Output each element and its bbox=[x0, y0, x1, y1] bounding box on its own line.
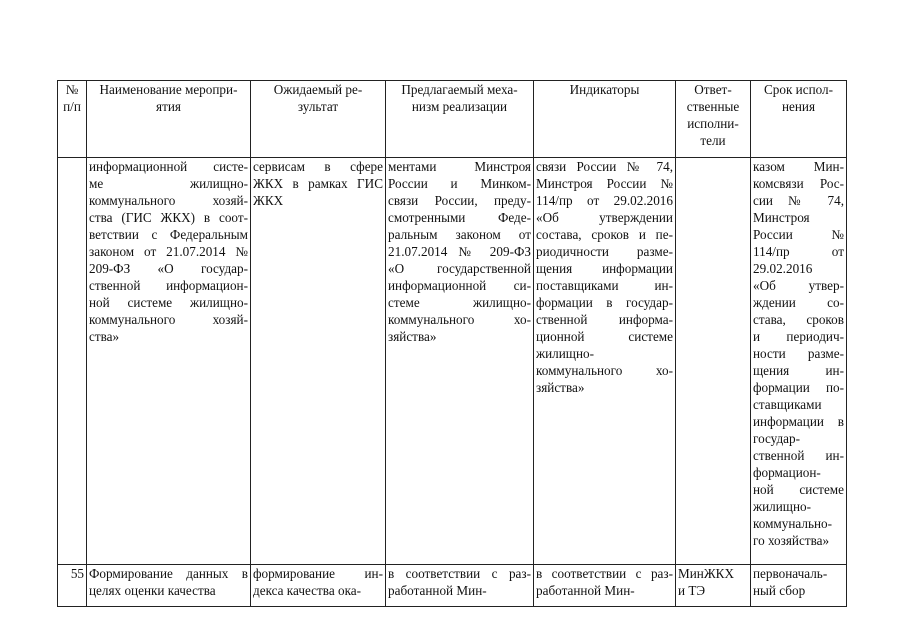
cell-text-line: казом Мин- bbox=[753, 159, 844, 174]
header-cell-mechanism bbox=[386, 81, 534, 158]
cell-text-line: информационной си- bbox=[388, 278, 531, 293]
cell-text-line: состава, сроков и пе- bbox=[536, 227, 673, 242]
mechanism-cell bbox=[386, 565, 534, 607]
header-text-line: ственные bbox=[686, 99, 740, 114]
header-text-line: Срок испол- bbox=[763, 82, 834, 97]
header-text-line: Индикаторы bbox=[569, 82, 640, 97]
cell-text-line: ЖКХ в рамках ГИС bbox=[253, 176, 383, 191]
header-cell-number bbox=[58, 81, 87, 158]
header-text-line: Наименование меропри- bbox=[99, 82, 238, 97]
indicators-cell bbox=[534, 158, 676, 565]
header-cell-deadline bbox=[751, 81, 847, 158]
cell-text-line: работанной Мин- bbox=[536, 583, 635, 598]
header-text-line: зультат bbox=[297, 99, 339, 114]
header-cell-responsible bbox=[676, 81, 751, 158]
cell-text-line: Минстроя России № bbox=[536, 176, 673, 191]
cell-text-line: информации в bbox=[753, 414, 844, 429]
header-text-line: низм реализации bbox=[411, 99, 508, 114]
header-text-line: исполни- bbox=[687, 116, 739, 131]
cell-text-line: и ТЭ bbox=[678, 583, 706, 598]
cell-text-line: ственной информацион- bbox=[89, 278, 248, 293]
header-text-line: тели bbox=[700, 133, 726, 148]
header-text-line: п/п bbox=[63, 99, 81, 114]
cell-text-line: в соответствии с раз- bbox=[536, 566, 673, 581]
table-row bbox=[58, 158, 847, 565]
indicators-cell bbox=[534, 565, 676, 607]
responsible-cell bbox=[676, 565, 751, 607]
cell-text-line: коммунального хо- bbox=[388, 312, 531, 327]
cell-text-line: и периодич- bbox=[753, 329, 844, 344]
cell-text-line: щения ин- bbox=[753, 363, 844, 378]
cell-text-line: ной системе bbox=[753, 482, 844, 497]
cell-text-line: зяйства» bbox=[388, 329, 437, 344]
cell-text-line: коммунального хо- bbox=[536, 363, 673, 378]
expected-result-cell bbox=[251, 158, 386, 565]
header-text-line: Ответ- bbox=[694, 82, 732, 97]
cell-text-line: в соответствии с раз- bbox=[388, 566, 531, 581]
cell-text-line: стеме жилищно- bbox=[388, 295, 531, 310]
cell-text-line: формирование ин- bbox=[253, 566, 383, 581]
deadline-cell bbox=[751, 158, 847, 565]
cell-text-line: связи России № 74, bbox=[536, 159, 673, 174]
cell-text-line: формацион- bbox=[753, 465, 821, 480]
row-number-cell bbox=[58, 158, 87, 565]
cell-text-line: ства» bbox=[89, 329, 120, 344]
measure-name-cell bbox=[87, 158, 251, 565]
cell-text-line: ждении со- bbox=[753, 295, 844, 310]
deadline-cell bbox=[751, 565, 847, 607]
cell-text-line: работанной Мин- bbox=[388, 583, 487, 598]
cell-text-line: коммунально- bbox=[753, 516, 833, 531]
cell-text-line: Минстроя bbox=[753, 210, 810, 225]
cell-text-line: 21.07.2014 № 209-ФЗ bbox=[388, 244, 531, 259]
cell-text-line: ный сбор bbox=[753, 583, 806, 598]
mechanism-cell bbox=[386, 158, 534, 565]
cell-text-line: ме жилищно- bbox=[89, 176, 248, 191]
table-header-row bbox=[58, 81, 847, 158]
cell-text-line: ставщиками bbox=[753, 397, 822, 412]
header-cell-result bbox=[251, 81, 386, 158]
cell-text-line: государ- bbox=[753, 431, 800, 446]
cell-text-line: целях оценки качества bbox=[89, 583, 216, 598]
cell-text-line: «Об утвер- bbox=[753, 278, 844, 293]
cell-text-line: ности разме- bbox=[753, 346, 844, 361]
header-text-line: Ожидаемый ре- bbox=[273, 82, 363, 97]
cell-text-line: поставщиками ин- bbox=[536, 278, 673, 293]
cell-text-line: Формирование данных в bbox=[89, 566, 248, 581]
cell-text-line: коммунального хозяй- bbox=[89, 193, 248, 208]
expected-result-cell bbox=[251, 565, 386, 607]
cell-text-line: России № bbox=[753, 227, 844, 242]
cell-text-line: законом от 21.07.2014 № bbox=[89, 244, 248, 259]
cell-text-line: жилищно- bbox=[753, 499, 812, 514]
cell-text-line: сии № 74, bbox=[753, 193, 844, 208]
cell-text-line: ционной системе bbox=[536, 329, 673, 344]
cell-text-line: декса качества ока- bbox=[253, 583, 362, 598]
cell-text-line: 29.02.2016 bbox=[753, 261, 813, 276]
cell-text-line: первоначаль- bbox=[753, 566, 828, 581]
measure-name-cell bbox=[87, 565, 251, 607]
cell-text-line: ственной ин- bbox=[753, 448, 844, 463]
cell-text-line: риодичности разме- bbox=[536, 244, 673, 259]
cell-text-line: го хозяйства» bbox=[753, 533, 830, 548]
cell-text-line: МинЖКХ bbox=[678, 566, 734, 581]
cell-text-line: сервисам в сфере bbox=[253, 159, 383, 174]
cell-text-line: формации по- bbox=[753, 380, 844, 395]
cell-text-line: 114/пр от bbox=[753, 244, 844, 259]
cell-text-line: комсвязи Рос- bbox=[753, 176, 844, 191]
cell-text-line: ральным законом от bbox=[388, 227, 531, 242]
cell-text-line: формации в государ- bbox=[536, 295, 673, 310]
cell-text-line: става, сроков bbox=[753, 312, 844, 327]
cell-text-line: ственной информа- bbox=[536, 312, 673, 327]
cell-text-line: 209-ФЗ «О государ- bbox=[89, 261, 248, 276]
header-cell-name bbox=[87, 81, 251, 158]
measures-table bbox=[57, 80, 847, 607]
cell-text-line: смотренными Феде- bbox=[388, 210, 531, 225]
cell-text-line: ментами Минстроя bbox=[388, 159, 531, 174]
cell-text-line: щения информации bbox=[536, 261, 673, 276]
header-cell-indicators bbox=[534, 81, 676, 158]
cell-text-line: «О государственной bbox=[388, 261, 531, 276]
cell-text-line: зяйства» bbox=[536, 380, 585, 395]
table-row bbox=[58, 565, 847, 607]
cell-text-line: жилищно- bbox=[536, 346, 595, 361]
cell-text-line: «Об утверждении bbox=[536, 210, 673, 225]
cell-text-line: ветствии с Федеральным bbox=[89, 227, 248, 242]
cell-text-line: коммунального хозяй- bbox=[89, 312, 248, 327]
cell-text-line: России и Минком- bbox=[388, 176, 531, 191]
row-number-cell: 55 bbox=[58, 565, 87, 607]
header-text-line: Предлагаемый меха- bbox=[401, 82, 518, 97]
cell-text-line: ной системе жилищно- bbox=[89, 295, 248, 310]
header-text-line: ятия bbox=[156, 99, 181, 114]
cell-text-line: информационной систе- bbox=[89, 159, 248, 174]
cell-text-line: 114/пр от 29.02.2016 bbox=[536, 193, 673, 208]
cell-text-line: ства (ГИС ЖКХ) в соот- bbox=[89, 210, 248, 225]
cell-text-line: связи России, преду- bbox=[388, 193, 531, 208]
header-text-line: № bbox=[65, 82, 79, 97]
responsible-cell bbox=[676, 158, 751, 565]
header-text-line: нения bbox=[781, 99, 816, 114]
cell-text-line: ЖКХ bbox=[253, 193, 284, 208]
